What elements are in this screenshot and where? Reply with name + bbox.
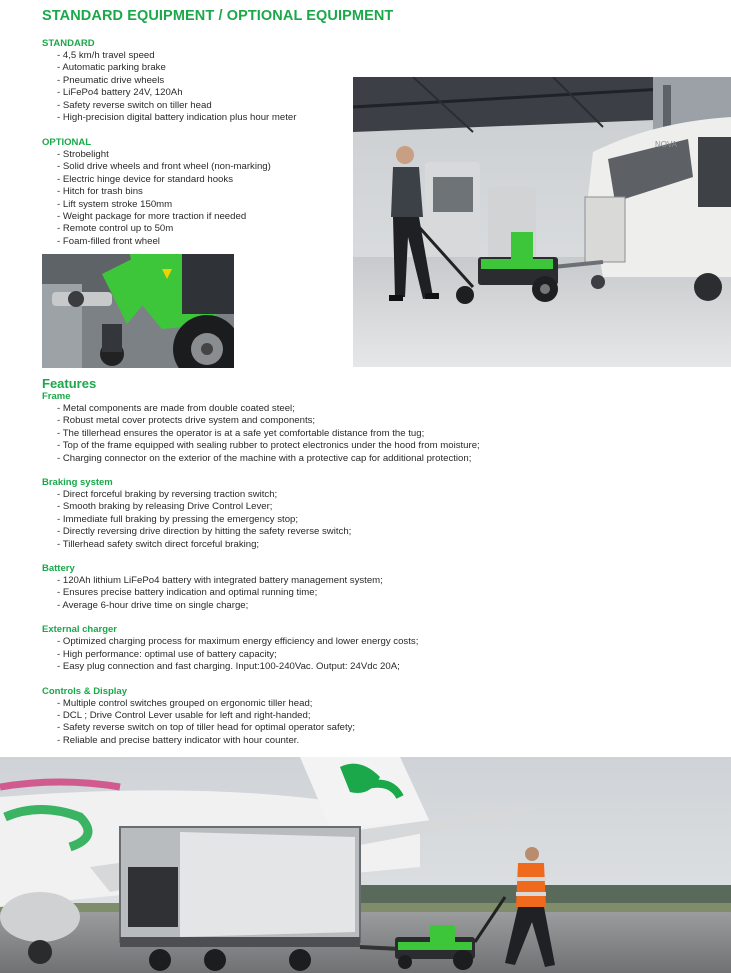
- list-item: - Smooth braking by releasing Drive Control Lever;: [57, 501, 480, 513]
- list-item: - High performance: optimal use of battery capacity;: [57, 649, 480, 661]
- frame-heading: Frame: [42, 391, 71, 402]
- hangar-caravan-photo: [353, 77, 731, 367]
- list-item: - Hitch for trash bins: [57, 186, 271, 198]
- list-item: - Electric hinge device for standard hooks: [57, 174, 271, 186]
- list-item: - Safety reverse switch on top of tiller head for optimal operator safety;: [57, 722, 480, 734]
- standard-heading: STANDARD: [42, 38, 95, 49]
- charger-heading: External charger: [42, 624, 117, 636]
- controls-heading: Controls & Display: [42, 685, 127, 697]
- list-item: - Easy plug connection and fast charging. Input:100-240Vac. Output: 24Vdc 20A;: [57, 661, 480, 673]
- braking-list: [42, 489, 480, 551]
- list-item: - Weight package for more traction if needed: [57, 211, 271, 223]
- list-item: - Immediate full braking by pressing the emergency stop;: [57, 514, 480, 526]
- standard-section: [42, 38, 296, 124]
- hitch-closeup-photo: [42, 254, 234, 368]
- features-heading: Features: [42, 376, 97, 391]
- charger-list: [42, 636, 480, 673]
- list-item: - 4,5 km/h travel speed: [57, 50, 296, 62]
- list-item: - Optimized charging process for maximum energy efficiency and lower energy costs;: [57, 636, 480, 648]
- list-item: - High-precision digital battery indication plus hour meter: [57, 112, 296, 124]
- feature-battery: [42, 563, 480, 612]
- list-item: - Pneumatic drive wheels: [57, 75, 296, 87]
- list-item: - Robust metal cover protects drive system and components;: [57, 415, 480, 427]
- list-item: - Remote control up to 50m: [57, 223, 271, 235]
- feature-braking: [42, 477, 480, 551]
- braking-heading: Braking system: [42, 477, 113, 489]
- caravan-brand-label: NOVA: [655, 140, 678, 149]
- feature-controls: [42, 686, 480, 748]
- list-item: - Reliable and precise battery indicator with hour counter.: [57, 735, 480, 747]
- list-item: - Solid drive wheels and front wheel (non-marking): [57, 161, 271, 173]
- list-item: - Safety reverse switch on tiller head: [57, 100, 296, 112]
- list-item: - DCL ; Drive Control Lever usable for left and right-handed;: [57, 710, 480, 722]
- frame-list: [42, 403, 480, 465]
- list-item: - Charging connector on the exterior of the machine with a protective cap for additional protection;: [57, 453, 480, 465]
- list-item: - Ensures precise battery indication and optimal running time;: [57, 587, 480, 599]
- list-item: - Direct forceful braking by reversing traction switch;: [57, 489, 480, 501]
- battery-list: [42, 575, 480, 612]
- airport-tarmac-photo: [0, 757, 731, 973]
- list-item: - Automatic parking brake: [57, 62, 296, 74]
- list-item: - Average 6-hour drive time on single charge;: [57, 600, 480, 612]
- list-item: - Foam-filled front wheel: [57, 236, 271, 248]
- controls-list: [42, 698, 480, 748]
- page-title: STANDARD EQUIPMENT / OPTIONAL EQUIPMENT: [42, 8, 394, 24]
- feature-frame: [42, 391, 480, 465]
- list-item: - Tillerhead safety switch direct forceful braking;: [57, 539, 480, 551]
- feature-charger: [42, 624, 480, 673]
- list-item: - Directly reversing drive direction by hitting the safety reverse switch;: [57, 526, 480, 538]
- list-item: - Lift system stroke 150mm: [57, 199, 271, 211]
- list-item: - Metal components are made from double coated steel;: [57, 403, 480, 415]
- list-item: - Top of the frame equipped with sealing rubber to protect electronics under the hood from moisture;: [57, 440, 480, 452]
- features-section: [42, 376, 480, 747]
- list-item: - Strobelight: [57, 149, 271, 161]
- list-item: - LiFePo4 battery 24V, 120Ah: [57, 87, 296, 99]
- optional-heading: OPTIONAL: [42, 137, 92, 148]
- standard-list: [42, 50, 296, 124]
- list-item: - 120Ah lithium LiFePo4 battery with integrated battery management system;: [57, 575, 480, 587]
- battery-heading: Battery: [42, 563, 75, 575]
- optional-section: [42, 137, 271, 248]
- optional-list: [42, 149, 271, 248]
- list-item: - The tillerhead ensures the operator is at a safe yet comfortable distance from the tug;: [57, 428, 480, 440]
- list-item: - Multiple control switches grouped on ergonomic tiller head;: [57, 698, 480, 710]
